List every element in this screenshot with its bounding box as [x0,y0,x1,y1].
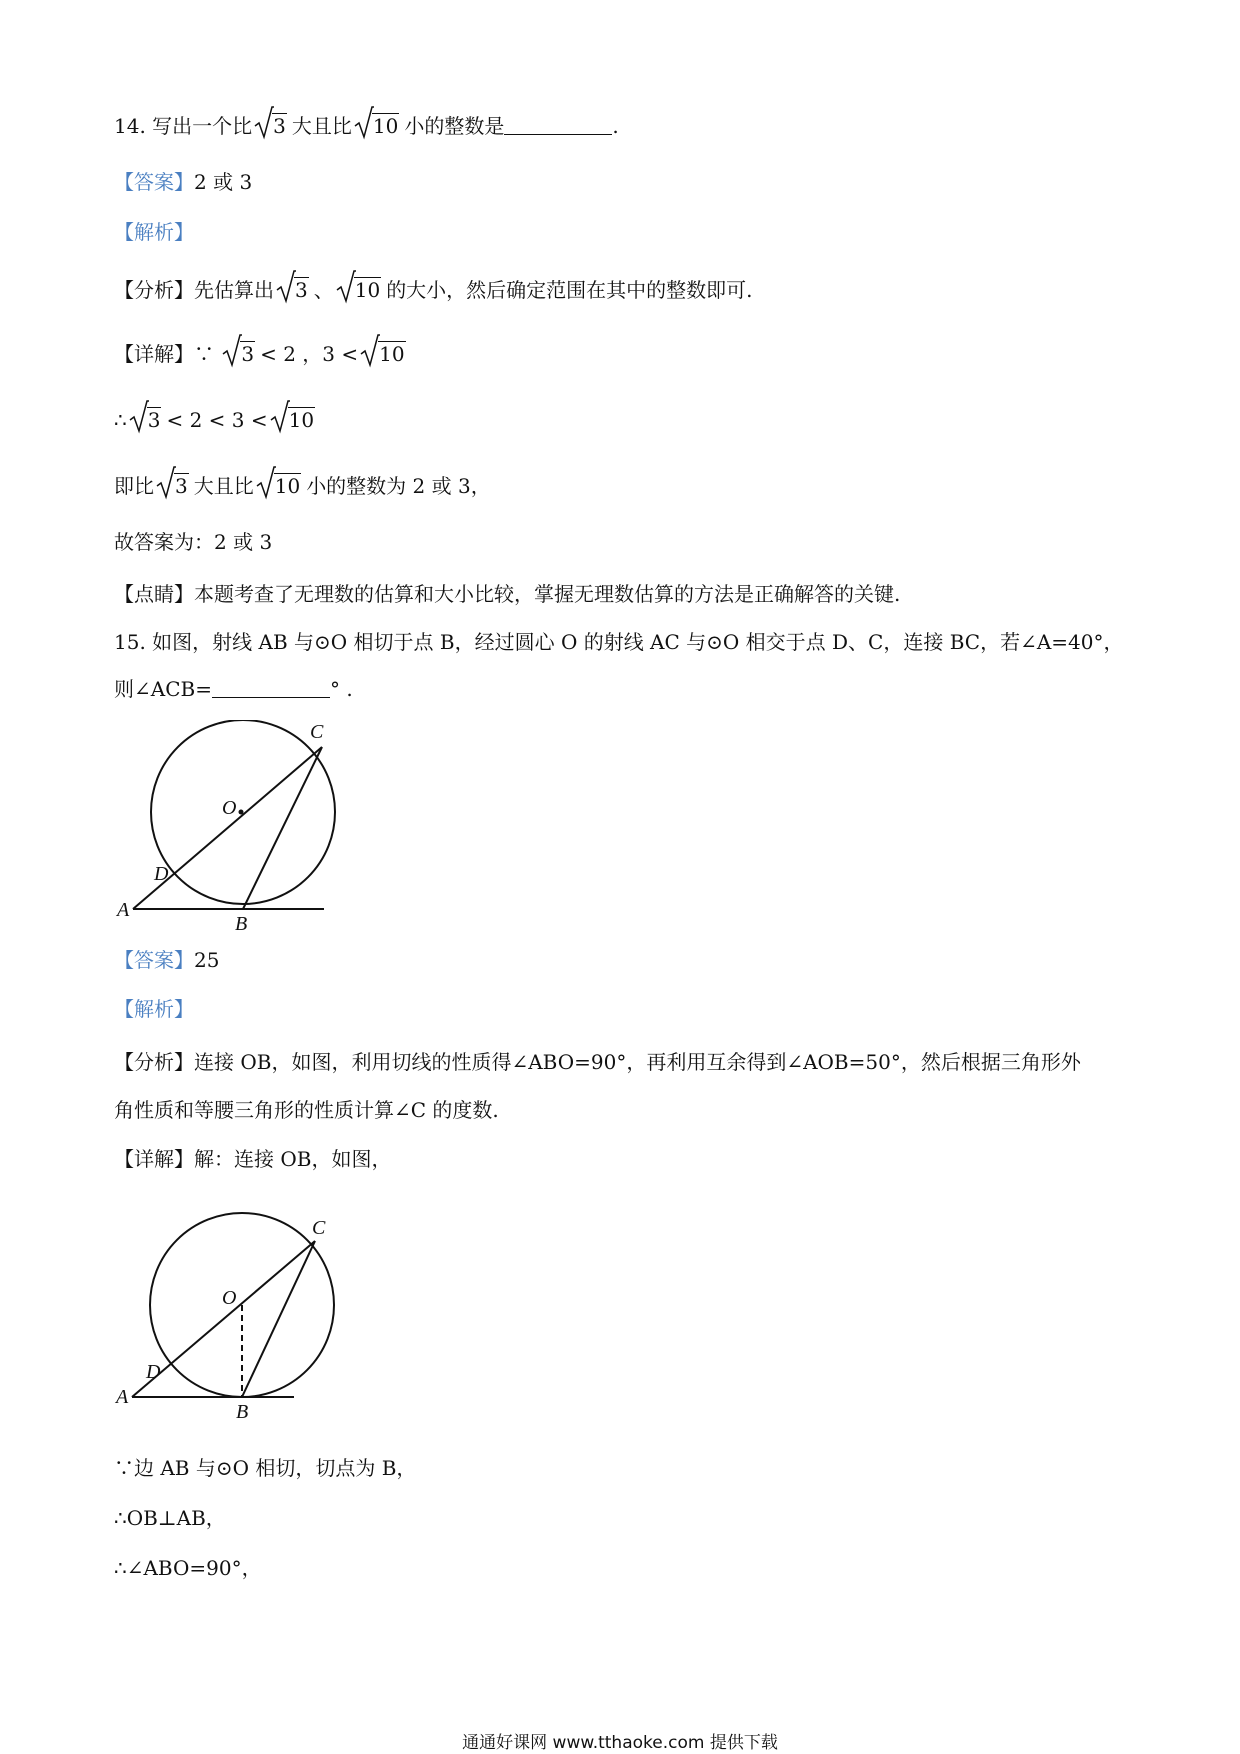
label-c: C [310,721,324,743]
q15-step-1: ∵边 AB 与⊙O 相切，切点为 B， [114,1456,417,1480]
label-a: A [117,899,130,921]
q15-fenxi-line1 [114,1048,1081,1076]
fenxi-tag: 【分析】 [114,1050,194,1074]
label-o: O [222,797,237,819]
fenxi-a: 先估算出 [194,278,274,302]
center-point [239,810,244,815]
q14-dianjing [114,580,900,608]
label-b: B [236,1401,249,1423]
q14-answer [114,168,252,196]
sqrt-10: 10 [354,112,402,140]
label-b: B [235,913,248,930]
sqrt-10: 10 [360,340,408,368]
sqrt-3: 3 [254,112,290,140]
label-d: D [154,863,169,885]
sqrt-3: 3 [156,472,192,500]
q15-fenxi-line2: 角性质和等腰三角形的性质计算∠C 的度数. [114,1098,499,1122]
figure-circle-tangent-with-ob [110,1210,350,1430]
q15-step-2: ∴OB⊥AB， [114,1506,226,1530]
sqrt-10: 10 [336,276,384,304]
ji-b: 大且比 [193,474,254,498]
xiangjie-a: < 2 ，3 < [260,342,359,366]
fenxi-tag: 【分析】 [114,278,194,302]
q15-question-line1: 15. 如图，射线 AB 与⊙O 相切于点 B，经过圆心 O 的射线 AC 与⊙O 相交于点 D、C，连接 BC，若∠A=40°， [114,630,1124,654]
answer-text: 2 或 3 [194,170,253,194]
q14-suffix: 小的整数是 [404,114,505,138]
xiangjie-text: 解：连接 OB，如图， [194,1147,392,1171]
xiangjie-tag: 【详解】 [114,342,194,366]
answer-tag: 【答案】 [114,170,194,194]
xiangjie-tag: 【详解】 [114,1147,194,1171]
segment-bc [243,747,322,909]
ji-a: 即比 [114,474,154,498]
q14-end: . [612,114,619,138]
answer-blank [504,114,612,135]
label-a: A [116,1386,129,1408]
q14-jiexi: 【解析】 [114,220,194,244]
q15-xiangjie [114,1145,391,1173]
sqrt-10: 10 [256,472,304,500]
q15-answer [114,946,219,974]
label-d: D [146,1361,161,1383]
q15-step-3: ∴∠ABO=90°， [114,1556,262,1580]
answer-text: 25 [194,948,220,972]
label-c: C [312,1217,326,1239]
q14-ji [114,472,491,500]
answer-blank [212,677,330,698]
q15-line2-a: 则∠ACB= [114,677,212,701]
q15-line2-b: ° . [329,677,353,701]
q15-jiexi: 【解析】 [114,997,194,1021]
q14-prefix: 14. 写出一个比 [114,114,253,138]
page-footer: 通通好课网 www.tthaoke.com 提供下载 [462,1733,778,1753]
fenxi-c: 的大小，然后确定范围在其中的整数即可. [386,278,753,302]
sqrt-10: 10 [270,406,318,434]
q14-xiangjie [114,340,411,368]
q14-question [114,112,619,140]
sqrt-3: 3 [129,406,165,434]
q14-mid: 大且比 [291,114,352,138]
fenxi-b: 、 [313,278,334,302]
q14-therefore [114,406,320,434]
therefore-a: < 2 < 3 < [166,408,268,432]
ji-c: 小的整数为 2 或 3， [306,474,491,498]
therefore-symbol: ∴ [114,408,127,432]
because-symbol: ∵ [194,342,214,366]
q15-question-line2 [114,675,353,703]
q14-fenxi [114,276,753,304]
dianjing-tag: 【点睛】 [114,582,194,606]
answer-tag: 【答案】 [114,948,194,972]
label-o: O [222,1287,237,1309]
sqrt-3: 3 [276,276,312,304]
sqrt-3: 3 [222,340,258,368]
figure-circle-tangent [110,720,350,930]
q14-gu: 故答案为：2 或 3 [114,530,273,554]
fenxi-line1: 连接 OB，如图，利用切线的性质得∠ABO=90°，再利用互余得到∠AOB=50°，然后根据三角形外 [194,1050,1081,1074]
dianjing-text: 本题考查了无理数的估算和大小比较，掌握无理数估算的方法是正确解答的关键. [194,582,901,606]
